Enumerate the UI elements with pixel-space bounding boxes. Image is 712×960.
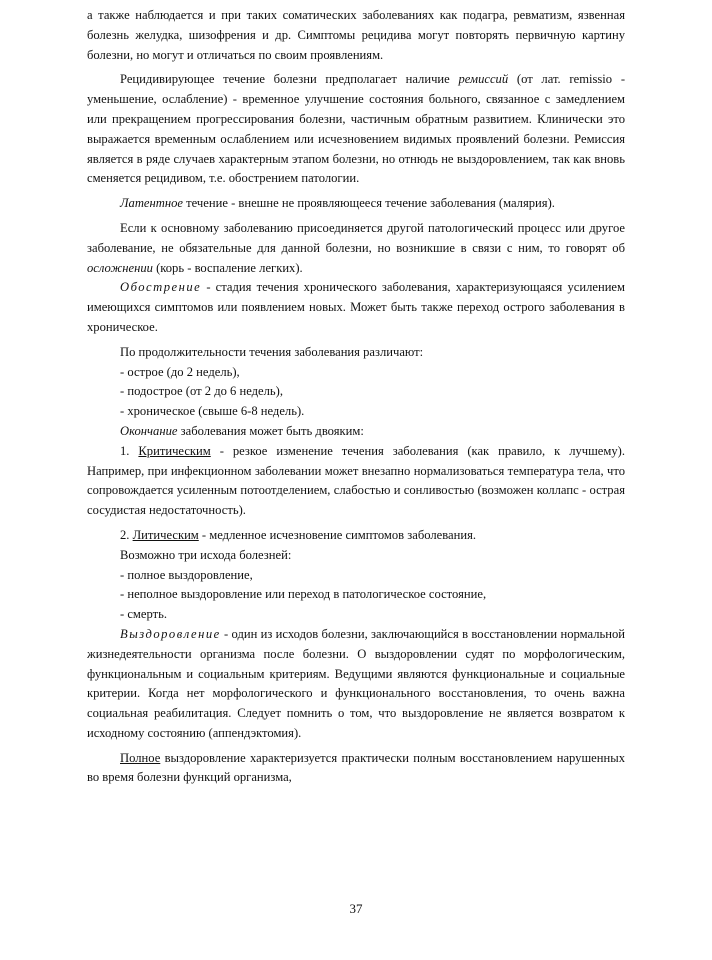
paragraph-recovery — [87, 625, 625, 744]
text-segment: - резкое изменение течения заболевания (как правило, к лучшему). Например, при инфекционном заболевании может внезапно нормализоваться температура тела, что сопровождается усиленным потоотделением, слабостью и сонливостью (возможен коллапс - острая сосудистая недостаточность). — [87, 443, 626, 518]
paragraph-outcomes-intro: Возможно три исхода болезней: — [120, 547, 292, 562]
text-segment: - один из исходов болезни, заключающийся в восстановлении нормальной жизнедеятельности организма после болезни. О выздоровлении судят по морфологическим, функциональным и социальным критериям. Ведущими являются функциональные и социальные критерии. Когда нет морфологического и функционального восстановления, то очень важна социальная реабилитация. Следует помнить о том, что выздоровление не является возвратом к исходному состоянию (аппендэктомия). — [87, 626, 625, 740]
paragraph-latent — [87, 194, 625, 214]
paragraph-ending — [87, 422, 625, 442]
paragraph-duration-intro: По продолжительности течения заболевания различают: — [120, 344, 424, 359]
term-full: Полное — [120, 750, 161, 765]
text-segment: (корь - воспаление легких). — [152, 260, 303, 275]
term-complication: осложнении — [87, 260, 153, 275]
paragraph-complication — [87, 219, 625, 278]
list-item-duration: - подострое (от 2 до 6 недель), — [120, 384, 284, 399]
page-number: 37 — [349, 901, 363, 916]
term-lytic: Литическим — [132, 527, 199, 542]
list-item-duration: - хроническое (свыше 6-8 недель). — [120, 404, 305, 419]
list-item-outcome: - смерть. — [120, 607, 168, 622]
paragraph-critical — [87, 442, 625, 521]
paragraph-full-recovery — [87, 749, 625, 789]
text-segment: заболевания может быть двояким: — [177, 423, 364, 438]
page-body — [87, 6, 625, 793]
term-latent: Латентное — [120, 196, 183, 211]
list-number: 2. — [120, 527, 133, 542]
list-number: 1. — [120, 443, 139, 458]
text-segment: выздоровление характеризуется практически полным восстановлением нарушенных во время болезни функций организма, — [87, 750, 625, 785]
text-segment: (от лат. remissio - уменьшение, ослабление) - временное улучшение состояния больного, связанное с замедлением или прекращением прогрессирования болезни, частичным обратным развитием. Клинически это выражается временным ослаблением или исчезновением видимых проявлений болезни. Ремиссия является в ряде случаев характерным этапом болезни, но отнюдь не выздоровлением, так как вновь сменяется рецидивом, т.е. обострением патологии. — [87, 72, 626, 186]
term-recovery: Выздоровление — [120, 626, 221, 641]
list-item-outcome: - полное выздоровление, — [120, 567, 253, 582]
paragraph-recurrence-continued: а также наблюдается и при таких соматических заболеваниях как подагра, ревматизм, язвенная болезнь желудка, шизофрения и др. Симптомы рецидива могут повторять первичную картину болезни, но могут и отличаться по своим проявлениям. — [87, 8, 625, 62]
term-exacerbation: Обострение — [120, 280, 202, 295]
text-segment: - медленное исчезновение симптомов заболевания. — [198, 527, 477, 542]
text-segment: Рецидивирующее течение болезни предполагает наличие — [120, 72, 459, 87]
term-critical: Критическим — [138, 443, 211, 458]
paragraph-remission — [87, 70, 625, 189]
paragraph-lytic — [87, 526, 625, 546]
list-item-duration: - острое (до 2 недель), — [120, 364, 240, 379]
term-ending: Окончание — [120, 423, 178, 438]
term-remission: ремиссий — [458, 72, 509, 87]
text-segment: течение - внешне не проявляющееся течение заболевания (малярия). — [183, 196, 555, 211]
list-item-outcome: - неполное выздоровление или переход в патологическое состояние, — [120, 587, 487, 602]
paragraph-exacerbation — [87, 278, 625, 337]
text-segment: Если к основному заболеванию присоединяется другой патологический процесс или другое заболевание, не обязательные для данной болезни, но возникшие в связи с ним, то говорят об — [87, 220, 625, 255]
text-segment: - стадия течения хронического заболевания, характеризующаяся усилением имеющихся симптомов или появлением новых. Может быть также переход острого заболевания в хроническое. — [87, 280, 625, 334]
